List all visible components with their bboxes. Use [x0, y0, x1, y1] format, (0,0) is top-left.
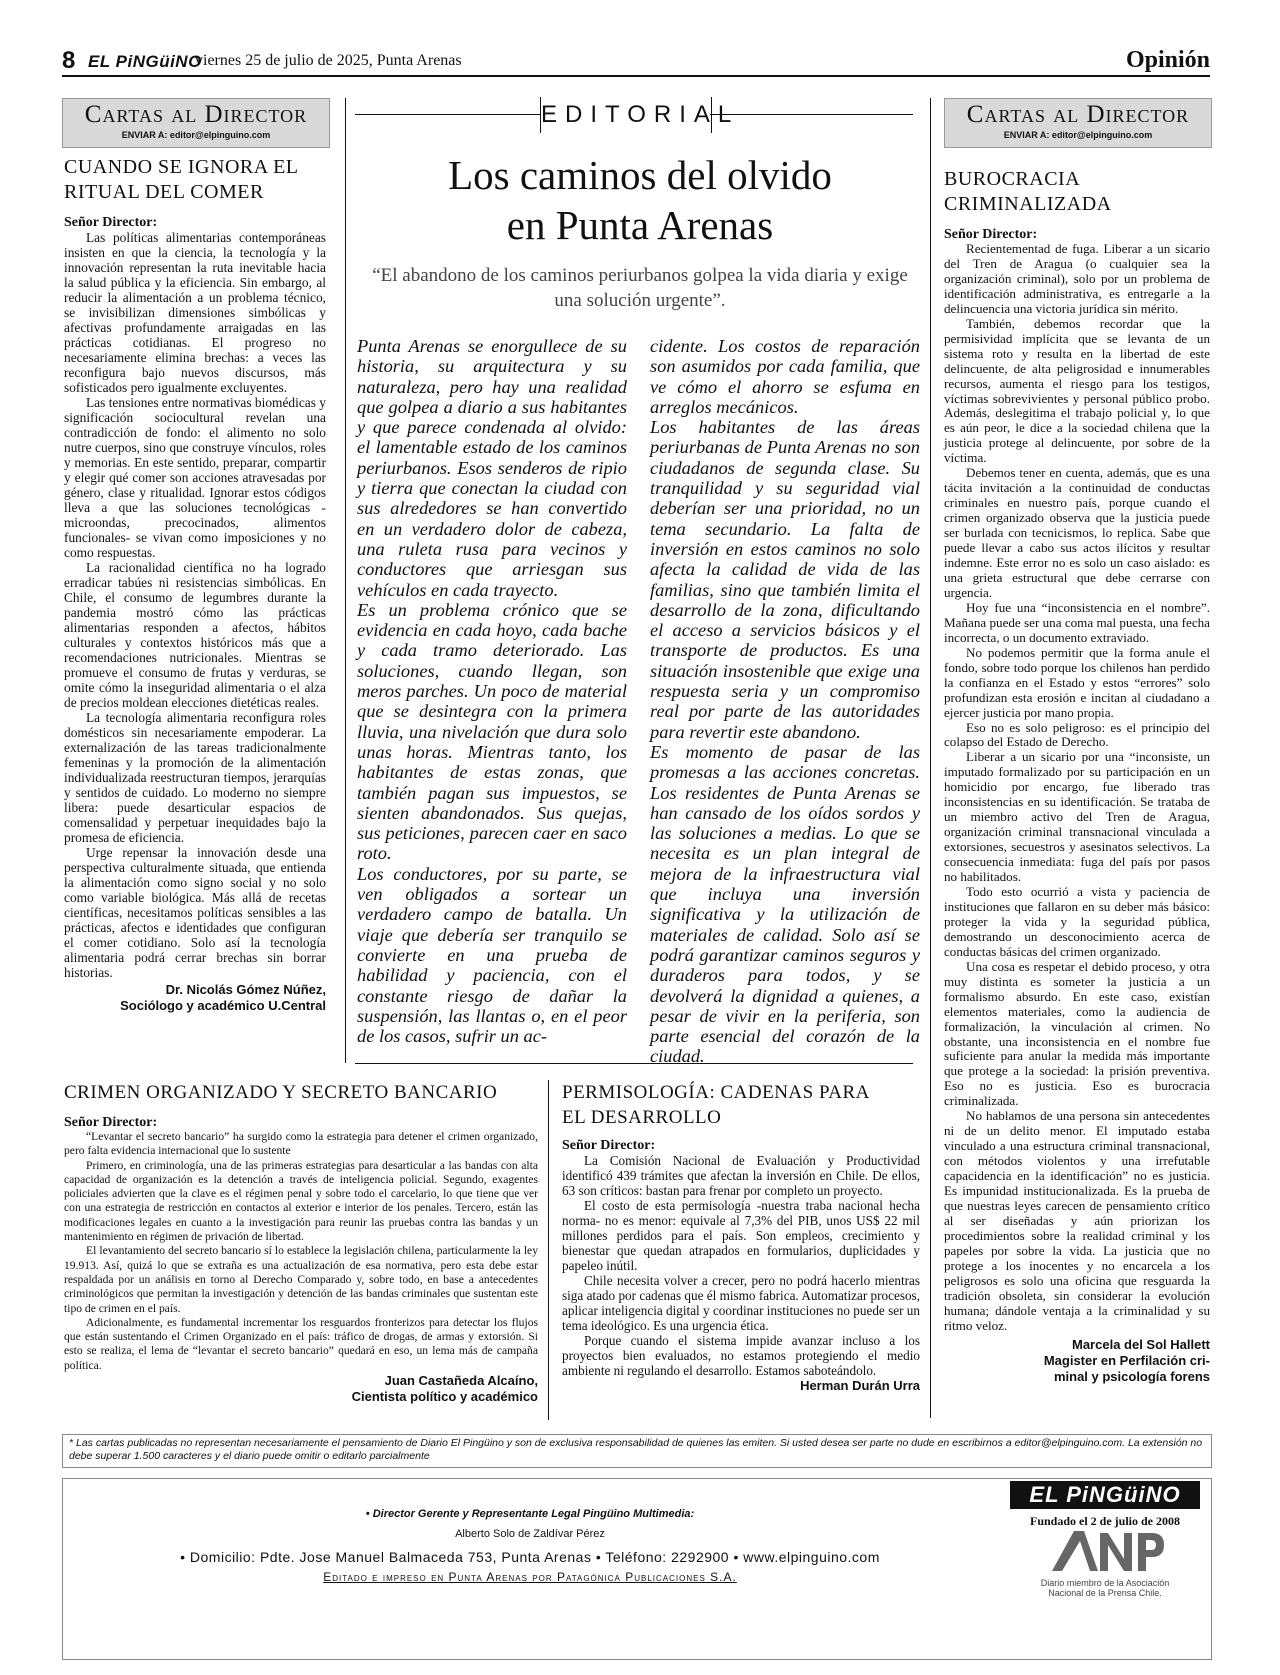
column-divider	[548, 1080, 549, 1420]
signature-title: Magister en Perfilación cri-	[1043, 1352, 1210, 1368]
director-label: • Director Gerente y Representante Legal Pingüino Multimedia:	[365, 1508, 695, 1520]
letter-title: PERMISOLOGÍA: CADENAS PARA	[562, 1082, 870, 1103]
paragraph: Porque cuando el sistema impide avanzar incluso a los proyectos bien evaluados, no estamos protegiendo el medio ambiente ni regulando el desarrollo. Estamos saboteándolo.	[562, 1333, 920, 1378]
paragraph: La Comisión Nacional de Evaluación y Productividad identificó 439 trámites que afectan la inversión en Chile. De ellos, 63 son críticos: bastan para frenar por completo un proyecto.	[562, 1153, 920, 1198]
editorial-paragraph: Es momento de pasar de las promesas a las acciones concretas. Los residentes de Punta Arenas se han cansado de los oídos sordos y las soluciones a medias. Lo que se necesita es un plan integral de mejora de la infraestructura vial que incluya una inversión significativa y la utilización de materiales de calidad. Solo así se podrá garantizar caminos seguros y duraderos para todos, y se devolverá la dignidad a quienes, a pesar de vivir en la periferia, son parte esencial del corazón de la ciudad.	[650, 741, 920, 1067]
anp-logo-icon	[1040, 1525, 1170, 1575]
brand-logo: EL PiNGüiNO	[1010, 1481, 1200, 1509]
paragraph: Primero, en criminología, una de las primeras estrategias para desarticular a las bandas con alta capacidad de organización es la detención a través de inteligencia policial. Segundo, exagentes policiales advierten que la clave es el régimen penal y sobre todo el carcelario, lo que tiene que ver con una estrategia de restricción en contactos al exterior e interior de los penales. Tercero, están las modificaciones legales en cuanto a la investigación para reunir las pruebas contra las bandas y un mantenimiento en régimen de privación de libertad.	[64, 1158, 538, 1244]
editorial-title-line: Los caminos del olvido	[448, 152, 832, 198]
paragraph: El costo de esta permisología -nuestra traba nacional hecha norma- no es menor: equivale al 7,3% del PIB, unos US$ 22 mil millones perdidos para el país. Son empleos, crecimiento y bienestar que quedan atrapados en formularios, duplicidades y papeleo inútil.	[562, 1198, 920, 1273]
brand-name: EL PiNGüiNO	[88, 52, 202, 71]
paragraph: No podemos permitir que la forma anule el fondo, sobre todo porque los chilenos han perdido la confianza en el Estado y estos “errores” solo profundizan esta erosión e incitan al ciudadano a ejercer justicia por mano propia.	[944, 644, 1210, 720]
letter-body	[64, 1130, 538, 1373]
cartas-title: Cartas al Director	[966, 101, 1190, 128]
director-name: Alberto Solo de Zaldívar Pérez	[455, 1528, 605, 1540]
address-line: • Domicilio: Pdte. Jose Manuel Balmaceda 753, Punta Arenas • Teléfono: 2292900 • www.elpinguino.com	[180, 1549, 880, 1565]
paragraph: Debemos tener en cuenta, además, que es una tácita invitación a la continuidad de conductas criminales en nuestro país, porque cuando el crimen organizado observa que la justicia puede ser burlada con tecnicismos, lo replica. Sabe que puede llevar a cabo sus actos ilícitos y resultar indemne. Este error no es solo un caso aislado: es una grieta estructural que debe cerrarse con urgencia.	[944, 465, 1210, 600]
editorial-paragraph: Punta Arenas se enorgullece de su historia, su arquitectura y su naturaleza, pero hay una realidad que golpea a diario a sus habitantes y que parece condenada al olvido: el lamentable estado de los caminos periurbanos. Esos senderos de ripio y tierra que conectan la ciudad con sus alrededores se han convertido en un verdadero dolor de cabeza, una ruleta rusa para vecinos y conductores que arriesgan sus vehículos en cada trayecto.	[357, 336, 627, 600]
edited-line-wrap	[140, 1570, 920, 1584]
section-title: Opinión	[1125, 47, 1210, 73]
editorial-title	[340, 150, 940, 250]
signature-name: Herman Durán Urra	[800, 1378, 920, 1393]
issue-date: viernes 25 de julio de 2025, Punta Arenas	[195, 52, 462, 69]
signature-title: minal y psicología forens	[1053, 1368, 1210, 1384]
editorial-paragraph: Es un problema crónico que se evidencia en cada hoyo, cada bache y cada tramo deteriorado. Las soluciones, cuando llegan, son meros parches. Un poco de material que se desintegra con la primera lluvia, una nivelación que dura solo unas horas. Mientras tanto, los habitantes de estas zonas, que también pagan sus impuestos, se sienten abandonados. Sus quejas, sus peticiones, parecen caer en saco roto.	[357, 599, 627, 864]
anp-logo	[1040, 1525, 1170, 1575]
paragraph: Hoy fue una “inconsistencia en el nombre”. Mañana puede ser una coma mal puesta, una fecha incorrecta, o un documento extraviado.	[944, 599, 1210, 645]
signature-name: Marcela del Sol Hallett	[1072, 1336, 1210, 1352]
editorial-rule	[355, 114, 540, 115]
paragraph: También, debemos recordar que la permisividad implícita que se levanta de un sistema roto y resulta en la libertad de este delincuente, de alta peligrosidad e innumerables recursos, aumenta el riesgo para los testigos, víctimas sobrevivientes y personal público probo. Además, deslegitima el trabajo policial y, lo que es aún peor, le dice a la sociedad chilena que la justicia protege al delincuente, por sobre de la víctima.	[944, 315, 1210, 466]
letter-title: CUANDO SE IGNORA EL	[64, 156, 299, 178]
cartas-header-left	[62, 98, 330, 148]
paragraph: Adicionalmente, es fundamental incrementar los resguardos fronterizos para detectar los flujos que están sustentando el Crimen Organizado en el país: tráfico de drogas, de armas y extorsión. Si esto se realiza, el lema de “levantar el secreto bancario” quedará en eso, un lema más de campaña política.	[64, 1315, 538, 1372]
letter-title: EL DESARROLLO	[562, 1107, 722, 1128]
letter-title: RITUAL DEL COMER	[64, 181, 264, 203]
editorial-label-box	[540, 97, 740, 133]
letter-ritual	[64, 155, 326, 1014]
salutation: Señor Director:	[944, 227, 1038, 242]
editorial-paragraph: Los conductores, por su parte, se ven obligados a sortear un verdadero campo de batalla. Un viaje que debería ser tranquilo se convierte en una prueba de habilidad y paciencia, con el constante riesgo de dañar la suspensión, las llantas o, en el peor de los casos, sufrir un ac-	[357, 863, 627, 1047]
paragraph: Las políticas alimentarias contemporáneas insisten en que la ciencia, la tecnología y la innovación representan la ruta inevitable hacia la salud pública y la eficiencia. Sin embargo, al reducir la alimentación a un problema técnico, se invisibilizan dimensiones simbólicas y afectivas profundamente arraigadas en las prácticas cotidianas. El progreso no necesariamente elimina brechas: a veces las reconfigura bajo nuevos discursos, más sofisticados pero igualmente excluyentes.	[64, 230, 326, 395]
letter-body	[944, 242, 1210, 1334]
editorial-label: EDITORIAL	[541, 101, 740, 128]
disclaimer-note: * Las cartas publicadas no representan necesariamente el pensamiento de Diario El Pingüino y son de exclusiva responsabilidad de quienes las emiten. Si usted desea ser parte no dude en escribirnos a editor@elpinguino.com. La extensión no debe superar 1.500 caracteres y el diario puede omitir o editarlo parcialmente	[62, 1434, 1212, 1468]
salutation: Señor Director:	[64, 215, 158, 230]
anp-caption-line: Diario miembro de la Asociación	[1040, 1578, 1170, 1588]
cartas-email: ENVIAR A: editor@elpinguino.com	[1003, 130, 1153, 140]
paragraph: Todo esto ocurrió a vista y paciencia de instituciones que fallaron en su deber más básico: proteger la vida y la seguridad pública, demostrando un desconocimiento acerca de conductas básicas del crimen organizado.	[944, 883, 1210, 959]
paragraph: La racionalidad científica no ha logrado erradicar tabúes ni resistencias simbólicas. En Chile, el consumo de legumbres durante la pandemia mostró cómo las prácticas alimentarias responden a afectos, hábitos culturales y contextos históricos más que a recomendaciones nutricionales. Mientras se promueve el consumo de frutas y verduras, se omite cómo la inseguridad alimentaria o el alza de precios moldean elecciones dietéticas reales.	[64, 560, 326, 710]
paragraph: No hablamos de una persona sin antecedentes ni de un delito menor. El imputado estaba vinculado a una estructura criminal transnacional, con métodos violentos y una irrefutable capacidencia en la identificación” no es justicia. Es impunidad institucionalizada. Es la prueba de que nuestras leyes carecen de pensamiento crítico al ser diseñadas y aún priorizan los procedimientos sobre la realidad criminal y los papeles por sobre la vida. La justicia que no protege a los inocentes y no encarcela a los peligrosos es solo una oficina que resguarda la tradición obsoleta, sin considerar la evolución humana; dándole ventaja a la criminalidad y su ritmo veloz.	[944, 1108, 1210, 1333]
header-rule	[62, 75, 1210, 77]
letter-body	[562, 1153, 920, 1378]
editorial-column-2	[650, 336, 920, 1067]
paragraph: Recientementad de fuga. Liberar a un sicario del Tren de Aragua (o cualquier sea la organización criminal), solo por un problema de identificación administrativa, es entregarle a la delincuencia una victoria jurídica sin mérito.	[944, 241, 1210, 316]
anp-caption	[1030, 1578, 1180, 1598]
page-number: 8	[62, 47, 76, 74]
letter-title: CRIMEN ORGANIZADO Y SECRETO BANCARIO	[64, 1082, 498, 1103]
signature-name: Dr. Nicolás Gómez Núñez,	[165, 982, 326, 997]
cartas-title: Cartas al Director	[84, 101, 308, 128]
letter-permisologia	[562, 1080, 920, 1394]
cartas-header-right	[944, 98, 1212, 148]
editorial-paragraph: Los habitantes de las áreas periurbanas de Punta Arenas no son ciudadanos de segunda clase. Su tranquilidad y su seguridad vial deberían ser una prioridad, no un tema secundario. La falta de inversión en estos caminos no solo afecta la calidad de vida de las familias, sino que también limita el desarrollo de la zona, dificultando el acceso a servicios básicos y el transporte de productos. Es una situación insostenible que exige una respuesta seria y un compromiso real por parte de las autoridades para revertir este abandono.	[650, 417, 920, 742]
editorial-rule	[710, 114, 913, 115]
paragraph: “Levantar el secreto bancario” ha surgido como la estrategia para detener el crimen organizado, pero falta evidencia internacional que lo sustente	[64, 1130, 538, 1158]
letter-title: BUROCRACIA	[944, 168, 1081, 190]
paragraph: La tecnología alimentaria reconfigura roles domésticos sin necesariamente empoderar. La externalización de las tareas tradicionalmente femeninas y la promoción de la alimentación individualizada reestructuran tiempos, jerarquías y sentidos de cuidado. Lo moderno no siempre libera: puede desarticular espacios de comensalidad y perpetuar inequidades bajo la promesa de eficiencia.	[64, 710, 326, 845]
signature-title: Cientista político y académico	[351, 1389, 538, 1405]
letter-title: CRIMINALIZADA	[944, 193, 1112, 215]
editorial-bottom-rule	[355, 1063, 913, 1064]
editorial-title-line: en Punta Arenas	[506, 202, 774, 248]
signature-name: Juan Castañeda Alcaíno,	[384, 1373, 538, 1389]
cartas-email: ENVIAR A: editor@elpinguino.com	[121, 130, 271, 140]
paragraph: Urge repensar la innovación desde una perspectiva culturalmente situada, que entienda la alimentación como signo social y no solo como variable biológica. Más allá de recetas científicas, necesitamos políticas sensibles a las prácticas, afectos e identidades que configuran el comer cotidiano. Solo así la tecnología alimentaria podrá cerrar brechas sin borrar historias.	[64, 845, 326, 980]
founded-date: Fundado el 2 de julio de 2008	[1029, 1514, 1181, 1528]
paragraph: Eso no es solo peligroso: es el principio del colapso del Estado de Derecho.	[944, 719, 1210, 750]
editorial-lead: “El abandono de los caminos periurbanos golpea la vida diaria y exige una solución urgente”.	[372, 265, 908, 311]
paragraph: Chile necesita volver a crecer, pero no podrá hacerlo mientras siga atado por cadenas que él mismo fabrica. Automatizar procesos, aplicar inteligencia digital y coordinar instituciones no puede ser un tema ideológico. Es una urgencia ética.	[562, 1273, 920, 1333]
editorial-paragraph: cidente. Los costos de reparación son asumidos por cada familia, que ve cómo el ahorro se esfuma en arreglos mecánicos.	[650, 336, 920, 417]
salutation: Señor Director:	[562, 1138, 656, 1153]
edited-line: Editado e impreso en Punta Arenas por Patagónica Publicaciones S.A.	[323, 1570, 737, 1584]
salutation: Señor Director:	[64, 1115, 158, 1130]
signature-title: Sociólogo y académico U.Central	[120, 998, 326, 1013]
anp-caption-line: Nacional de la Prensa Chile.	[1048, 1588, 1162, 1598]
editorial-column-1	[357, 336, 627, 1046]
letter-crimen	[64, 1080, 538, 1405]
column-divider	[930, 98, 931, 1418]
letter-body	[64, 230, 326, 980]
letter-burocracia	[944, 167, 1210, 1385]
paragraph: Liberar a un sicario por una “inconsiste, un imputado formalizado por su participación en un homicidio por encargo, fue liberado tras inconsistencias en su identificación. Se trataba de un miembro activo del Tren de Aragua, organización criminal transnacional vinculada a extorsiones, secuestros y asesinatos selectivos. La consecuencia inmediata: fuga del país por pasos no habilitados.	[944, 749, 1210, 885]
paragraph: Las tensiones entre normativas biomédicas y significación sociocultural revelan una contradicción de fondo: el alimento no solo nutre cuerpos, sino que construye vínculos, roles y memorias. En este sentido, preparar, compartir y elegir qué comer son acciones atravesadas por género, clase y ritualidad. Ignorar estos códigos lleva a que las soluciones tecnológicas -microondas, precocinados, alimentos funcionales- se vivan como imposiciones y no como respuestas.	[64, 395, 326, 560]
paragraph: El levantamiento del secreto bancario sí lo establece la legislación chilena, particularmente la ley 19.913. Así, quizá lo que se extraña es una actualización de esa normativa, pero esta debe estar respaldada por un análisis en torno al Derecho Comparado y, sobre todo, en base a antecedentes criminológicos que permitan la investigación y detención de las bandas criminales que sustentan este tipo de crimen en el país.	[64, 1244, 538, 1315]
paragraph: Una cosa es respetar el debido proceso, y otra muy distinta es someter la justicia a un formalismo absurdo. En este caso, existían elementos materiales, como la audiencia de formalización, la vinculación al crimen. No obstante, una inconsistencia en el nombre fue suficiente para anular la medida más importante que protege a la sociedad: la prisión preventiva. Eso no es justicia. Eso es burocracia criminalizada.	[944, 958, 1210, 1109]
